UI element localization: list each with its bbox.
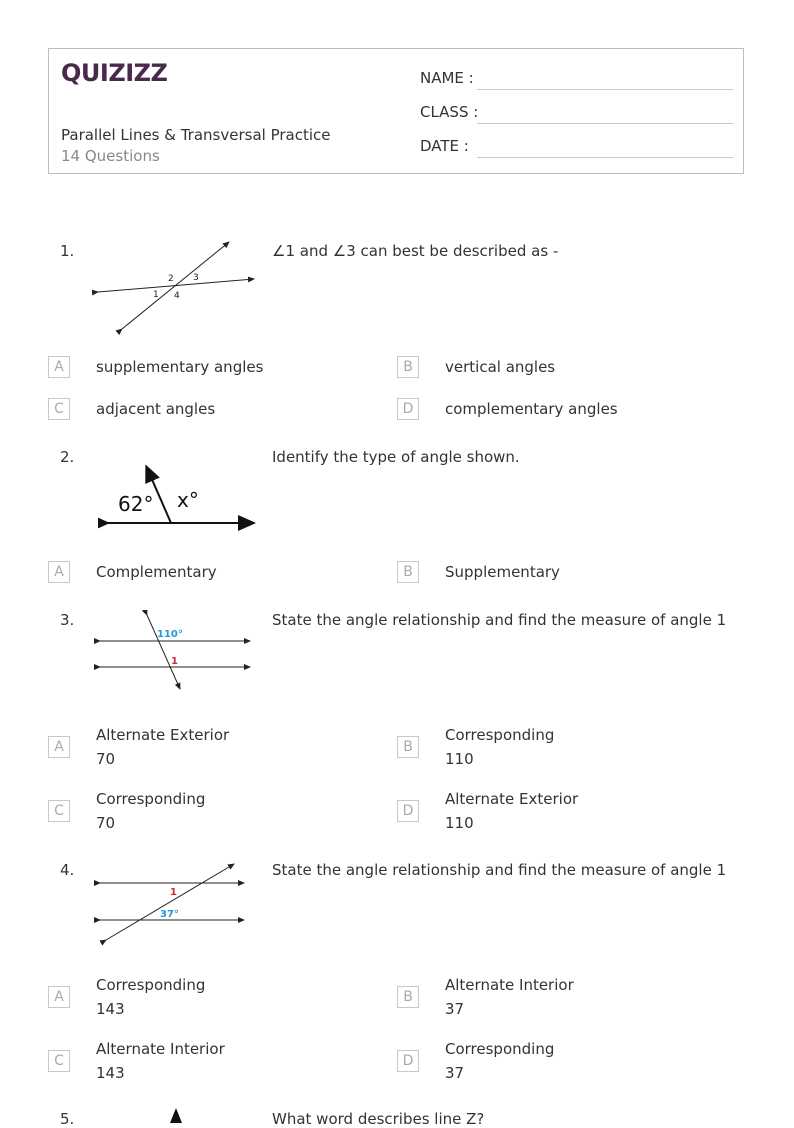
option-line: Alternate Interior <box>445 976 574 994</box>
vertical-angles-figure <box>92 236 262 336</box>
option-text[interactable] <box>96 560 217 584</box>
option-line: complementary angles <box>445 400 618 418</box>
transversal <box>106 864 234 940</box>
option-letter[interactable]: A <box>48 561 70 583</box>
angle-label-1: 1 <box>153 290 159 300</box>
option-text[interactable] <box>445 560 560 584</box>
date-label: DATE : <box>420 137 469 155</box>
option-text[interactable] <box>96 355 263 379</box>
option-line: Complementary <box>96 563 217 581</box>
question-text: ∠1 and ∠3 can best be described as - <box>272 242 559 260</box>
option-letter[interactable]: B <box>397 356 419 378</box>
option-letter[interactable]: A <box>48 736 70 758</box>
angle-pair-figure <box>98 458 264 538</box>
line-z-figure <box>166 1106 186 1123</box>
option-letter[interactable]: C <box>48 800 70 822</box>
question-text: State the angle relationship and find the measure of angle 1 <box>272 861 727 879</box>
option-line: 110 <box>445 814 474 832</box>
name-line[interactable] <box>477 89 733 90</box>
option-text[interactable] <box>96 973 205 1021</box>
question-text: What word describes line Z? <box>272 1110 485 1128</box>
option-line: supplementary angles <box>96 358 264 376</box>
option-letter[interactable]: C <box>48 1050 70 1072</box>
question-number: 1. <box>60 242 75 260</box>
option-letter[interactable]: D <box>397 800 419 822</box>
worksheet-title: Parallel Lines & Transversal Practice <box>61 126 331 144</box>
option-line: vertical angles <box>445 358 556 376</box>
transversal <box>147 615 180 689</box>
option-line: 37 <box>445 1000 465 1018</box>
name-label: NAME : <box>420 69 474 87</box>
option-letter[interactable]: A <box>48 986 70 1008</box>
option-letter[interactable]: D <box>397 398 419 420</box>
option-text[interactable] <box>96 723 229 771</box>
line-diagonal <box>122 242 229 329</box>
option-letter[interactable]: A <box>48 356 70 378</box>
option-line: adjacent angles <box>96 400 216 418</box>
option-text[interactable] <box>96 787 205 835</box>
option-line: Corresponding <box>445 1040 555 1058</box>
option-letter[interactable]: C <box>48 398 70 420</box>
question-number: 2. <box>60 448 75 466</box>
angle-label-1: 1 <box>171 656 178 667</box>
option-line: 143 <box>96 1064 125 1082</box>
option-letter[interactable]: B <box>397 736 419 758</box>
question-text: Identify the type of angle shown. <box>272 448 520 466</box>
angle-label-62: 62° <box>118 492 154 516</box>
angle-label-1: 1 <box>170 887 177 898</box>
parallel-lines-figure-37 <box>94 858 254 948</box>
option-text[interactable] <box>445 397 618 421</box>
option-line: Corresponding <box>445 726 555 744</box>
angle-label-4: 4 <box>174 291 180 301</box>
arrow-up-icon <box>170 1108 182 1123</box>
option-line: 37 <box>445 1064 465 1082</box>
angle-label-2: 2 <box>168 274 174 284</box>
question-number: 5. <box>60 1110 75 1128</box>
worksheet-header <box>48 48 744 174</box>
option-line: 70 <box>96 814 116 832</box>
angle-label-110: 110° <box>157 629 183 640</box>
angle-label-x: x° <box>177 488 199 512</box>
option-text[interactable] <box>445 973 574 1021</box>
option-line: Alternate Exterior <box>96 726 230 744</box>
date-line[interactable] <box>477 157 733 158</box>
option-line: Supplementary <box>445 563 560 581</box>
class-label: CLASS : <box>420 103 479 121</box>
option-line: Alternate Exterior <box>445 790 579 808</box>
option-text[interactable] <box>445 787 578 835</box>
option-line: Alternate Interior <box>96 1040 225 1058</box>
option-text[interactable] <box>96 1037 225 1085</box>
question-text: State the angle relationship and find the measure of angle 1 <box>272 611 727 629</box>
class-line[interactable] <box>477 123 733 124</box>
option-text[interactable] <box>445 723 554 771</box>
question-count: 14 Questions <box>61 147 160 165</box>
option-text[interactable] <box>445 1037 554 1085</box>
option-line: 110 <box>445 750 474 768</box>
angle-label-3: 3 <box>193 273 199 283</box>
option-text[interactable] <box>445 355 555 379</box>
question-number: 4. <box>60 861 75 879</box>
option-letter[interactable]: D <box>397 1050 419 1072</box>
quizizz-logo: QUIZIZZ <box>61 59 168 87</box>
question-number: 3. <box>60 611 75 629</box>
angle-label-37: 37° <box>160 909 179 920</box>
option-letter[interactable]: B <box>397 986 419 1008</box>
parallel-lines-figure-110 <box>94 610 258 694</box>
option-letter[interactable]: B <box>397 561 419 583</box>
option-line: Corresponding <box>96 976 206 994</box>
option-line: Corresponding <box>96 790 206 808</box>
option-line: 70 <box>96 750 116 768</box>
option-line: 143 <box>96 1000 125 1018</box>
option-text[interactable] <box>96 397 215 421</box>
